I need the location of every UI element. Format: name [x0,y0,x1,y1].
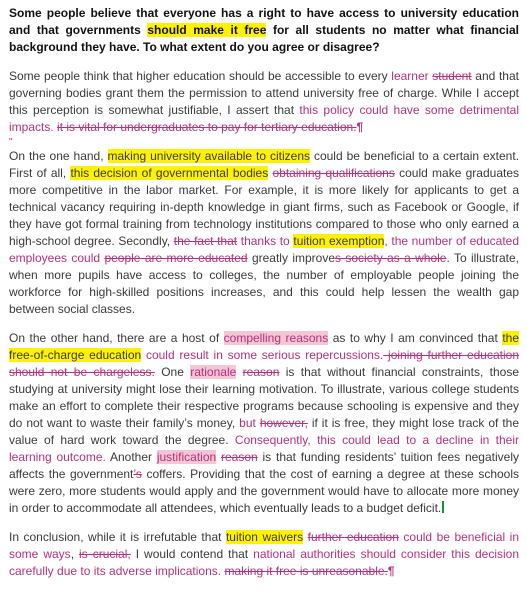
pilcrow-mark: ¶ [387,564,395,578]
text-run: is that funding residents’ tuition fees negatively affects the government [9,450,519,481]
insertion: could be beneficial in some ways [9,530,519,561]
insertion: learner [391,69,429,83]
deletion: reason [221,450,258,464]
text-run: as to why I am convinced that [328,331,503,345]
text-run: On the other hand, there are a host of [9,331,224,345]
text-run: if it is free, they might lose track of the value of hard work toward the degree. [9,416,520,447]
text-run: is that without financial constraints, those studying at university might lose their learning motivation. To illustrate, various college students make an effort to complete their respective programs because schooling is expensive and they do not want to waste their family’s money, [9,365,519,430]
deletion: ’s [133,467,142,481]
text-run: coffers. Providing that the cost of earning a degree at these schools were zero, more students would apply and the government would have to allocate more money in order to accommodate all attendees, which eventually leads to a budget deficit. [9,467,520,515]
deletion: obtaining qualifications [272,166,395,180]
deletion: is crucial, [79,547,131,561]
text-run: could be beneficial to a certain extent. First of all, [9,149,520,180]
prompt-text: Some people believe that everyone has a right to have access to university education and that governments [9,6,519,37]
pilcrow-mark: ¶ [356,120,364,134]
highlight: tuition exemption [293,234,385,248]
insertion: this policy could have some detrimental impacts. [9,103,519,134]
text-run: could make graduates more competitive in the labor market. For example, it is more likely for applicants to get a technical vacancy requiring in-depth knowledge in giant firms, such as Facebook or Google, if they have got formal training from technology institutions compared to those who only earned a high-school degree. Secondly, [9,166,520,248]
deletion: however, [259,416,308,430]
text-run: Some people think that higher education should be accessible to every [9,69,392,83]
deletion: it is vital for undergraduates to pay for tertiary education. [57,120,357,134]
prompt-text: for all students no matter what financial background they have. To what extent do you agree or disagree? [9,23,519,54]
highlight: tuition waivers [225,530,304,544]
insertion: but [239,416,256,430]
insertion: national authorities should consider this decision carefully due to its adverse implications. [9,547,519,578]
intro-paragraph [9,68,519,136]
edit-mark: " [9,137,13,148]
insertion: could result in some serious repercussions. [141,348,384,362]
text-run: In conclusion, while it is irrefutable that [9,530,226,544]
insertion: Consequently, this could lead to a decline in their learning outcome. [9,433,519,464]
text-run: One [154,365,191,379]
deletion: joining further education should not be chargeless. [9,348,520,379]
deletion: reason [242,365,280,379]
deletion: the fact that [173,234,238,248]
insertion: , the number of educated employees could [9,234,519,265]
text-run: On the one hand, [9,149,108,163]
insertion: thanks to [240,234,294,248]
text-run: . To illustrate, when more pupils have access to colleges, the number of employable people joining the workforce for high-skilled positions increases, and this could help lessen the wealth gap between social classes. [9,251,519,316]
comment-highlight: rationale [190,365,237,379]
comment-highlight: compelling reasons [223,331,329,345]
deletion: s society as a whole [335,251,447,265]
text-cursor [442,501,444,513]
comment-highlight: justification [156,450,217,464]
highlight: this decision of governmental bodies [70,166,269,180]
essay-prompt [9,5,519,56]
text-run: , [70,547,80,561]
highlight: making university available to citizens [107,149,311,163]
highlight: the free-of-charge education [9,331,520,362]
text-run: and that governing bodies grant them the permission to attend university free of charge. While I accept this perception is somewhat justifiable, I assert that [9,69,519,117]
deletion: people are more educated [104,251,248,265]
deletion: student [432,69,472,83]
text-run: Another [105,450,157,464]
text-run: greatly improve [247,251,335,265]
body-paragraph-1 [9,148,519,318]
conclusion-paragraph [9,529,519,580]
deletion: further education [307,530,399,544]
body-paragraph-2 [9,330,519,517]
text-run: I would contend that [130,547,254,561]
deletion: making it free is unreasonable. [224,564,388,578]
prompt-highlight: should make it free [147,23,267,37]
